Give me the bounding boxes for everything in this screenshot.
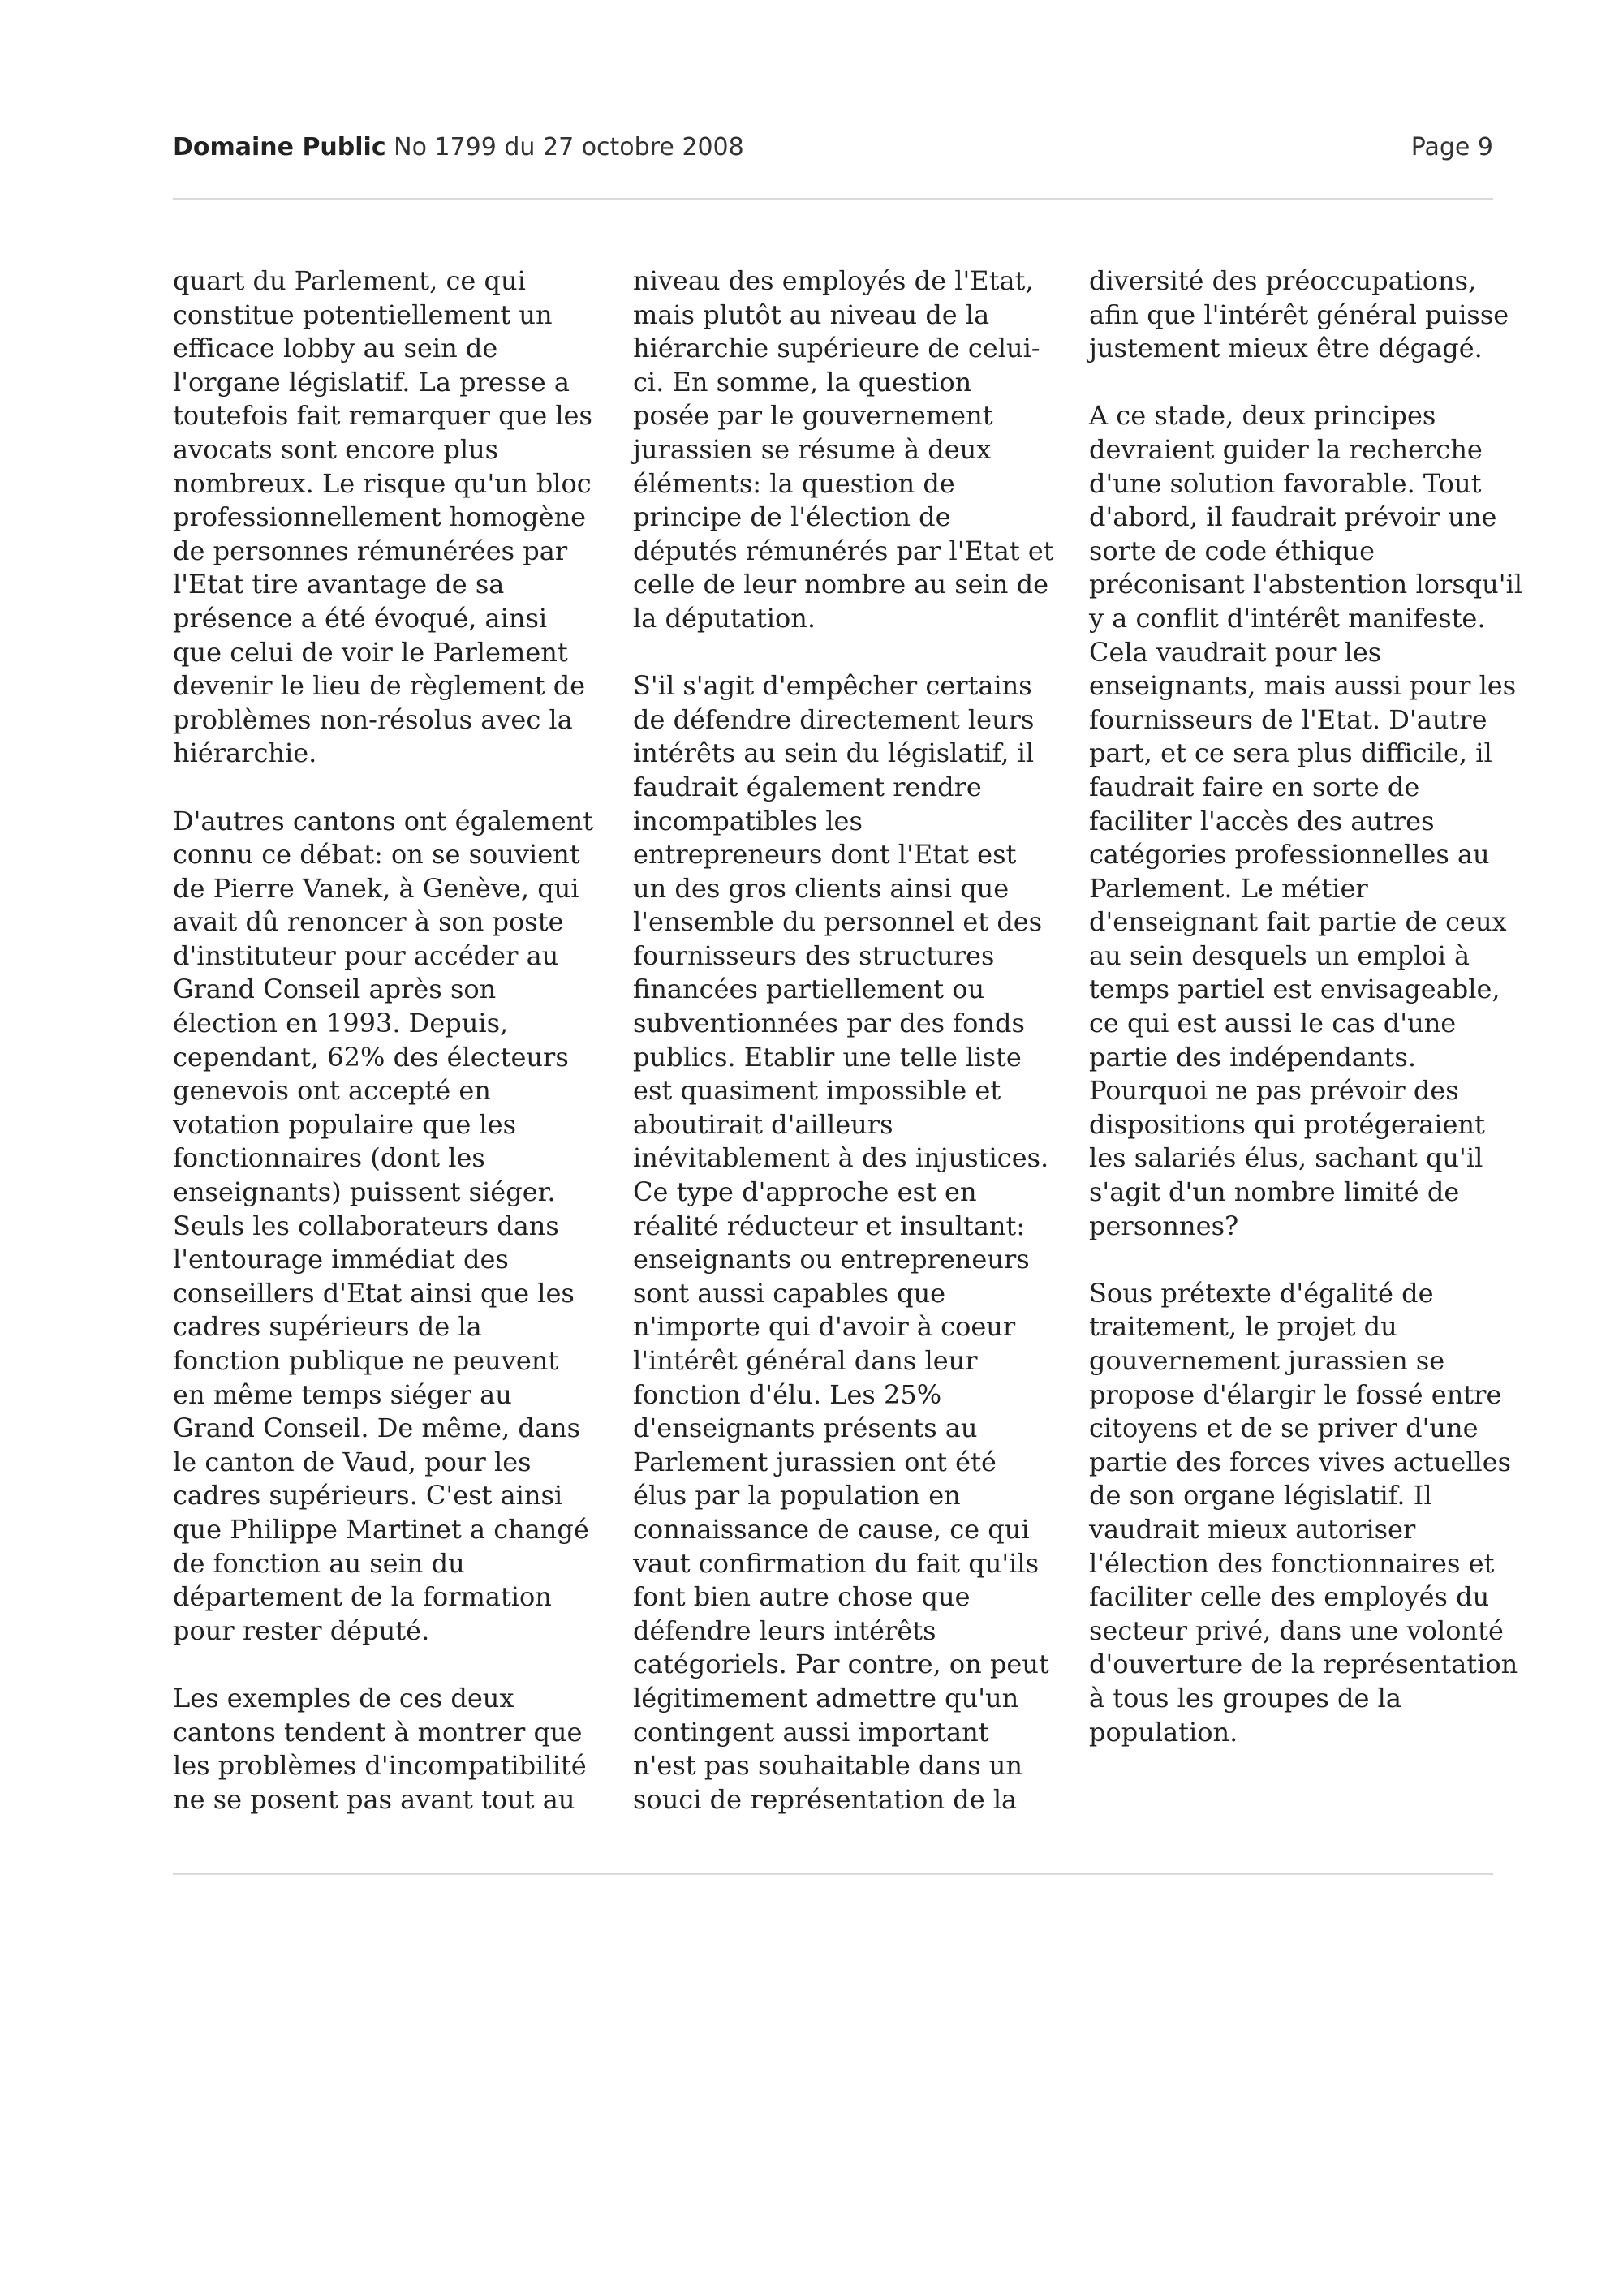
publication-name: Domaine Public	[173, 133, 386, 161]
header-divider	[173, 198, 1493, 200]
article-columns	[173, 264, 1523, 1855]
text-column-2	[633, 264, 1055, 1851]
text-column-1	[173, 264, 595, 1851]
paragraph: A ce stade, deux principes devraient guider la recherche d'une solution favorable. Tout d'abord, il faudrait prévoir une sorte de code éthique préconisant l'abstention lorsqu'il y a conflit d'intérêt manifeste. Cela vaudrait pour les enseignants, mais aussi pour les fournisseurs de l'Etat. D'autre part, et ce sera plus difficile, il faudrait faire en sorte de faciliter l'accès des autres catégories professionnelles au Parlement. Le métier d'enseignant fait partie de ceux au sein desquels un emploi à temps partiel est envisageable, ce qui est aussi le cas d'une partie des indépendants. Pourquoi ne pas prévoir des dispositions qui protégeraient les salariés élus, sachant qu'il s'agit d'un nombre limité de personnes?	[1089, 400, 1523, 1241]
paragraph: Sous prétexte d'égalité de traitement, le projet du gouvernement jurassien se propose d'élargir le fossé entre citoyens et de se priver d'une partie des forces vives actuelles de son organe législatif. Il vaudrait mieux autoriser l'élection des fonctionnaires et faciliter celle des employés du secteur privé, dans une volonté d'ouverture de la représentation à tous les groupes de la population.	[1089, 1277, 1518, 1748]
page-header	[173, 133, 1493, 169]
paragraph: Les exemples de ces deux cantons tendent à montrer que les problèmes d'incompatibilité ne se posent pas avant tout au	[173, 1682, 587, 1815]
paragraph: D'autres cantons ont également connu ce débat: on se souvient de Pierre Vanek, à Genève, qui avait dû renoncer à son poste d'instituteur pour accéder au Grand Conseil après son élection en 1993. Depuis, cependant, 62% des électeurs genevois ont accepté en votation populaire que les fonctionnaires (dont les enseignants) puissent siéger. Seuls les collaborateurs dans l'entourage immédiat des conseillers d'Etat ainsi que les cadres supérieurs de la fonction publique ne peuvent en même temps siéger au Grand Conseil. De même, dans le canton de Vaud, pour les cadres supérieurs. C'est ainsi que Philippe Martinet a changé de fonction au sein du département de la formation pour rester député.	[173, 805, 594, 1646]
publication-line	[173, 133, 744, 161]
page-number: Page 9	[1410, 133, 1493, 161]
paragraph: S'il s'agit d'empêcher certains de défendre directement leurs intérêts au sein du législatif, il faudrait également rendre incompatibles les entrepreneurs dont l'Etat est un des gros clients ainsi que l'ensemble du personnel et des fournisseurs des structures financées partiellement ou subventionnées par des fonds publics. Etablir une telle liste est quasiment impossible et aboutirait d'ailleurs inévitablement à des injustices. Ce type d'approche est en réalité réducteur et insultant: enseignants ou entrepreneurs sont aussi capables que n'importe qui d'avoir à coeur l'intérêt général dans leur fonction d'élu. Les 25% d'enseignants présents au Parlement jurassien ont été élus par la population en connaissance de cause, ce qui vaut confirmation du fait qu'ils font bien autre chose que défendre leurs intérêts catégoriels. Par contre, on peut légitimement admettre qu'un contingent aussi important n'est pas souhaitable dans un souci de représentation de la	[633, 670, 1049, 1815]
paragraph: diversité des préoccupations, afin que l'intérêt général puisse justement mieux être dégagé.	[1089, 265, 1509, 364]
paragraph: quart du Parlement, ce qui constitue potentiellement un efficace lobby au sein de l'organe législatif. La presse a toutefois fait remarquer que les avocats sont encore plus nombreux. Le risque qu'un bloc professionnellement homogène de personnes rémunérées par l'Etat tire avantage de sa présence a été évoqué, ainsi que celui de voir le Parlement devenir le lieu de règlement de problèmes non-résolus avec la hiérarchie.	[173, 265, 592, 769]
footer-divider	[173, 1873, 1493, 1875]
text-column-3	[1089, 264, 1527, 1783]
issue-info: No 1799 du 27 octobre 2008	[394, 133, 744, 161]
paragraph: niveau des employés de l'Etat, mais plutôt au niveau de la hiérarchie supérieure de celui-ci. En somme, la question posée par le gouvernement jurassien se résume à deux éléments: la question de principe de l'élection de députés rémunérés par l'Etat et celle de leur nombre au sein de la députation.	[633, 265, 1054, 634]
